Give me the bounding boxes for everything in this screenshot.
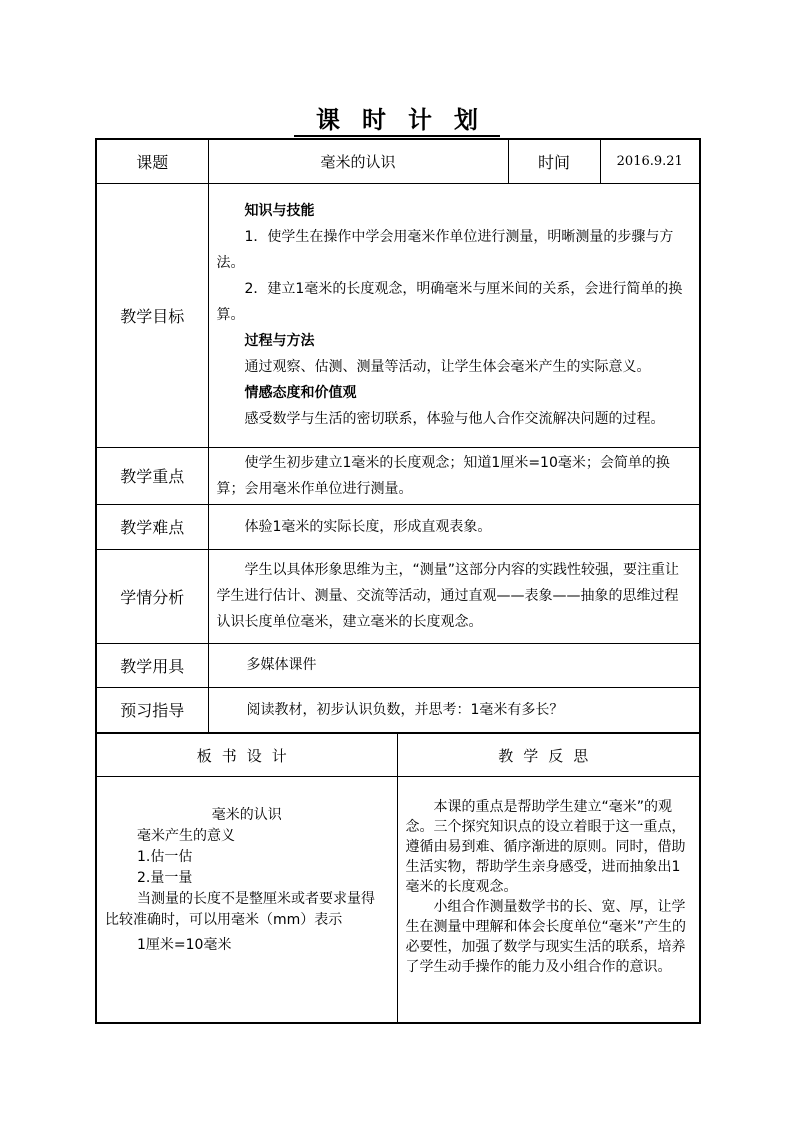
- topic-value: 毫米的认识: [208, 139, 508, 183]
- header-row: [96, 139, 700, 183]
- goals-heading-knowledge: 知识与技能: [244, 203, 315, 219]
- goals-item-2: 2．建立1毫米的长度观念，明确毫米与厘米间的关系，会进行简单的换算。: [216, 281, 683, 323]
- board-line-3: 2.量一量: [137, 870, 193, 886]
- difficulties-label: 教学难点: [96, 504, 208, 549]
- topic-label: 课题: [96, 139, 208, 183]
- preview-text: 阅读教材，初步认识负数，并思考：1毫米有多长？: [208, 687, 700, 733]
- board-line-5: 1厘米=10毫米: [137, 937, 232, 953]
- analysis-text: 学生以具体形象思维为主，“测量”这部分内容的实践性较强，要注重让学生进行估计、测量、交流等活动，通过直观——表象——抽象的思维过程认识长度单位毫米，建立毫米的长度观念。: [208, 549, 700, 643]
- board-reflection-content-row: [96, 777, 700, 1023]
- analysis-row: [96, 549, 700, 643]
- board-content: [96, 777, 397, 1023]
- preview-row: [96, 687, 700, 733]
- goals-content: [208, 183, 700, 447]
- key-points-row: [96, 447, 700, 504]
- tools-text: 多媒体课件: [208, 643, 700, 687]
- key-points-label: 教学重点: [96, 447, 208, 504]
- reflection-content: [397, 777, 700, 1023]
- analysis-label: 学情分析: [96, 549, 208, 643]
- board-title: 毫米的认识: [211, 807, 282, 823]
- reflection-para-2: 小组合作测量数学书的长、宽、厚，让学生在测量中理解和体会长度单位“毫米”产生的必要性，加强了数学与现实生活的联系，培养了学生动手操作的能力及小组合作的意识。: [405, 899, 687, 975]
- board-reflection-table: [95, 732, 701, 1024]
- board-reflection-header-row: [96, 733, 700, 777]
- time-label: 时间: [508, 139, 600, 183]
- goals-process-text: 通过观察、估测、测量等活动，让学生体会毫米产生的实际意义。: [244, 359, 651, 375]
- reflection-label: 教学反思: [397, 733, 700, 777]
- goals-emotion-text: 感受数学与生活的密切联系，体验与他人合作交流解决问题的过程。: [244, 411, 665, 427]
- difficulties-text: 体验1毫米的实际长度，形成直观表象。: [208, 504, 700, 549]
- board-label: 板书设计: [96, 733, 397, 777]
- page-title: 课时计划: [0, 100, 794, 135]
- goals-row: [96, 183, 700, 447]
- tools-label: 教学用具: [96, 643, 208, 687]
- reflection-para-1: 本课的重点是帮助学生建立“毫米”的观念。三个探究知识点的设立着眼于这一重点，遵循由易到难、循序渐进的原则。同时，借助生活实物，帮助学生亲身感受，进而抽象出1毫米的长度观念。: [405, 799, 686, 895]
- tools-row: [96, 643, 700, 687]
- goals-heading-process: 过程与方法: [244, 333, 315, 349]
- time-value: 2016.9.21: [600, 139, 700, 183]
- preview-label: 预习指导: [96, 687, 208, 733]
- goals-item-1: 1．使学生在操作中学会用毫米作单位进行测量，明晰测量的步骤与方法。: [216, 229, 674, 271]
- goals-heading-emotion: 情感态度和价值观: [244, 385, 357, 401]
- difficulties-row: [96, 504, 700, 549]
- key-points-text: 使学生初步建立1毫米的长度观念；知道1厘米=10毫米；会简单的换算；会用毫米作单位进行测量。: [208, 447, 700, 504]
- board-line-1: 毫米产生的意义: [137, 828, 235, 844]
- goals-label: 教学目标: [96, 183, 208, 447]
- board-line-4: 当测量的长度不是整厘米或者要求量得比较准确时，可以用毫米（mm）表示: [105, 891, 375, 928]
- lesson-plan-table: [95, 138, 701, 734]
- board-line-2: 1.估一估: [137, 849, 193, 865]
